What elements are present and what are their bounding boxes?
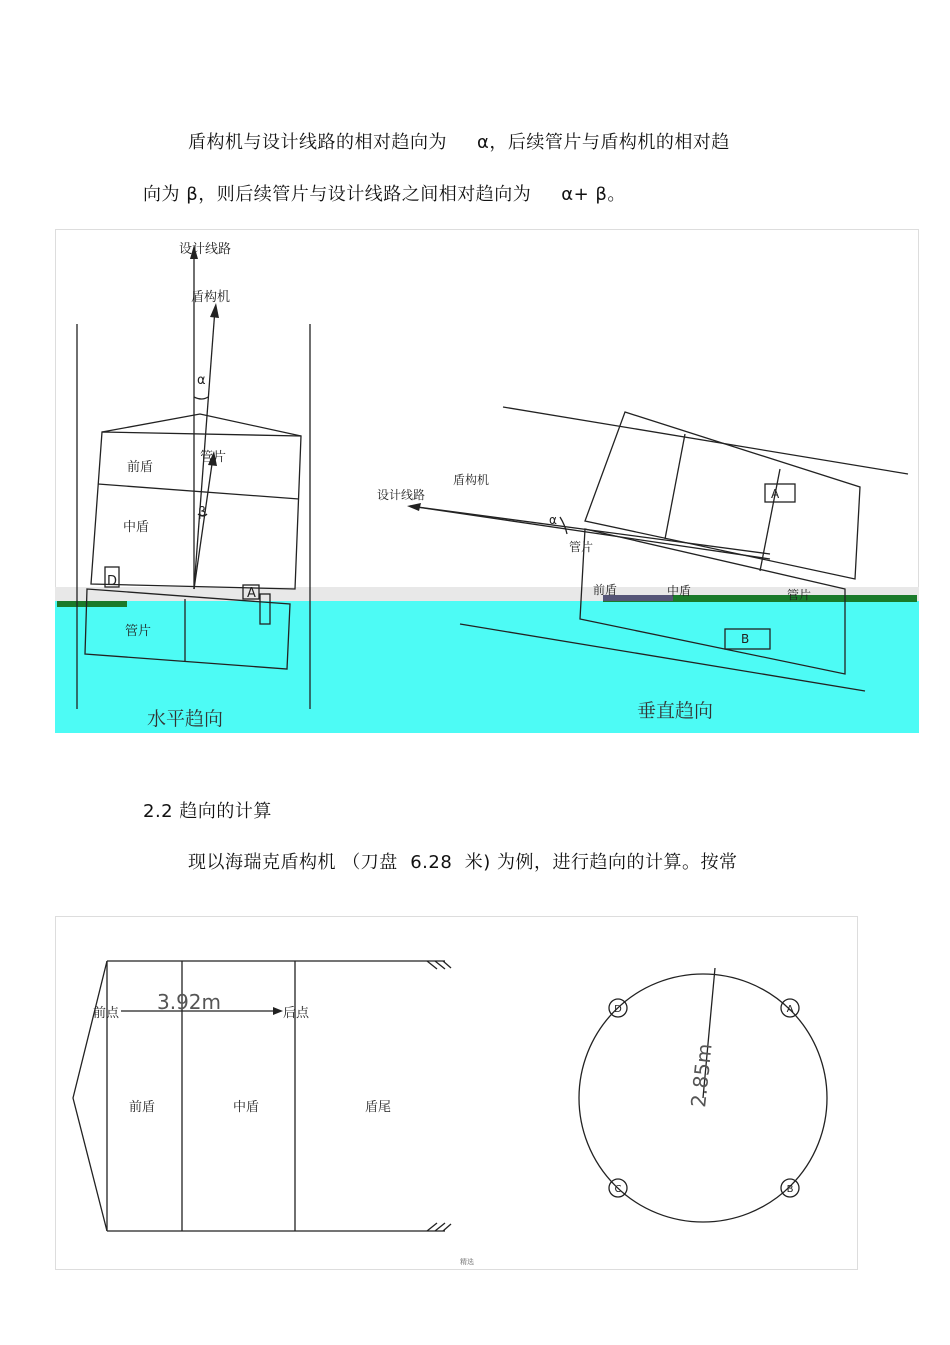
- label-tail-shield: 盾尾: [365, 1100, 392, 1115]
- label-rear-point: 后点: [283, 1006, 310, 1021]
- label-segment-lower: 管片: [125, 624, 152, 639]
- label-front-shield: 前盾: [129, 1100, 156, 1115]
- formula: α+ β。: [561, 184, 626, 205]
- v-label-front: 前盾: [593, 583, 618, 597]
- label-point-c: C: [614, 1184, 622, 1195]
- green-bar: [57, 601, 127, 607]
- paragraph-line: [188, 128, 730, 154]
- v-label-alpha: α: [549, 513, 557, 527]
- label-point-a: A: [786, 1004, 794, 1015]
- v-label-point-a: A: [771, 487, 780, 501]
- label-point-d: D: [107, 574, 118, 589]
- para-text: 向为 β，则后续管片与设计线路之间相对趋向为: [143, 184, 532, 205]
- paragraph-line: [188, 848, 737, 874]
- label-design-line: 设计线路: [179, 242, 232, 257]
- footer-mark: 精选: [460, 1258, 474, 1266]
- v-label-segment: 管片: [569, 540, 594, 554]
- tendency-diagram: [55, 229, 919, 733]
- para-text: 盾构机与设计线路的相对趋向为: [188, 132, 447, 153]
- label-radius: 2.85m: [686, 1042, 717, 1109]
- para-text: 现以海瑞克盾构机 （刀盘: [188, 852, 398, 873]
- label-shield: 盾构机: [191, 290, 231, 305]
- label-point-d: D: [614, 1004, 622, 1015]
- label-front-shield: 前盾: [127, 460, 154, 475]
- label-middle-shield: 中盾: [123, 520, 150, 535]
- label-horizontal: 水平趋向: [147, 708, 224, 730]
- label-point-b: B: [786, 1184, 794, 1195]
- label-segment: 管片: [200, 450, 227, 465]
- v-label-middle: 中盾: [667, 584, 692, 598]
- label-distance: 3.92m: [157, 990, 222, 1014]
- label-beta: β: [198, 505, 207, 520]
- v-label-design-line: 设计线路: [377, 488, 426, 502]
- v-label-point-b: B: [741, 632, 750, 646]
- paragraph-line: [143, 180, 626, 206]
- label-point-a: A: [247, 586, 256, 601]
- label-alpha: α: [197, 373, 206, 388]
- v-label-segment-right: 管片: [787, 588, 812, 602]
- para-text: ，后续管片与盾构机的相对趋: [489, 132, 730, 153]
- cutter-diameter: 6.28: [410, 852, 453, 873]
- label-front-point: 前点: [93, 1006, 120, 1021]
- v-label-shield: 盾构机: [453, 473, 490, 487]
- para-text: 米) 为例，进行趋向的计算。按常: [464, 852, 738, 873]
- alpha-symbol: α: [477, 132, 490, 153]
- shield-dimension-diagram: [55, 916, 858, 1270]
- label-vertical: 垂直趋向: [637, 700, 714, 722]
- section-heading: 2.2 趋向的计算: [143, 801, 272, 822]
- label-middle-shield: 中盾: [233, 1100, 260, 1115]
